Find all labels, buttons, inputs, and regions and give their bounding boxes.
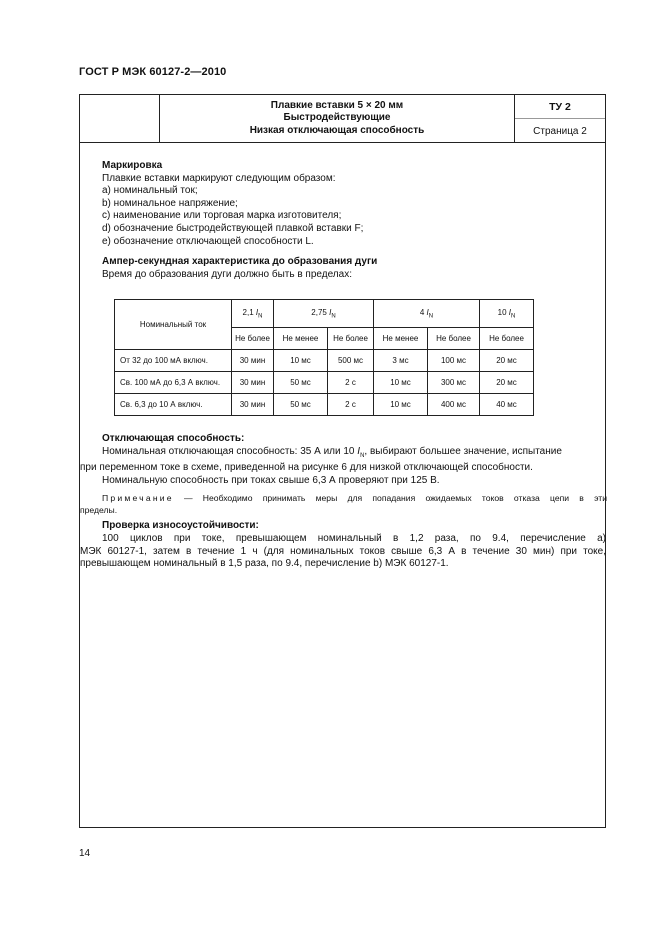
header-left-cell: [80, 95, 159, 142]
header-right-cell: [515, 95, 605, 142]
page-number: 14: [79, 848, 91, 859]
endurance-line: превышающем номинальный в 1,5 раза, по 9.4, перечисление b) МЭК 60127-1.: [80, 558, 449, 570]
spec-code: ТУ 2: [549, 101, 571, 113]
table-subheader: Не более: [428, 328, 480, 350]
breaking-line: Номинальную способность при токах свыше 6,3 А проверяют при 125 В.: [102, 474, 440, 486]
table-cell: 10 мс: [374, 372, 428, 394]
table-subheader: Не менее: [374, 328, 428, 350]
marking-item: b) номинальное напряжение;: [102, 197, 238, 209]
marking-item: a) номинальный ток;: [102, 185, 198, 197]
table-cell: 10 мс: [374, 394, 428, 416]
table-subheader: Не более: [328, 328, 374, 350]
marking-item: e) обозначение отключающей способности L.: [102, 235, 314, 247]
table-cell: 3 мс: [374, 350, 428, 372]
table-cell: От 32 до 100 мА включ.: [115, 350, 232, 372]
note-line: пределы.: [80, 504, 118, 515]
endurance-line: 100 циклов при токе, превышающем номинальный в 1,2 раза, по 9.4, перечисление а): [102, 532, 606, 544]
table-cell: 400 мс: [428, 394, 480, 416]
table-row: [115, 372, 534, 394]
table-cell: Св. 100 мА до 6,3 А включ.: [115, 372, 232, 394]
marking-heading: Маркировка: [102, 160, 163, 171]
arc-time-table: [114, 299, 534, 416]
ampsec-heading: Ампер-секундная характеристика до образования дуги: [102, 256, 378, 268]
marking-intro: Плавкие вставки маркируют следующим образом:: [102, 172, 336, 184]
table-cell: 10 мс: [274, 350, 328, 372]
table-subheader: Не менее: [274, 328, 328, 350]
table-cell: 2 с: [328, 372, 374, 394]
table-cell: 500 мс: [328, 350, 374, 372]
breaking-line: Номинальная отключающая способность: 35 А или 10 $I_N$, выбирают большее значение, испытание: [102, 445, 562, 459]
breaking-line: при переменном токе в схеме, приведенной на рисунке 6 для низкой отключающей способности.: [80, 462, 533, 474]
table-subheader: Не более: [480, 328, 534, 350]
table-group-header: 2,1 $I_N$: [232, 300, 274, 328]
header-line-2: Быстродействующие: [283, 112, 391, 124]
page-frame: [79, 94, 606, 828]
endurance-line: МЭК 60127-1, затем в течение 1 ч (для номинальных токов свыше 6,3 А в течение 30 мин) при токе,: [80, 545, 606, 557]
endurance-heading: Проверка износоустойчивости:: [102, 520, 259, 532]
table-cell: 20 мс: [480, 350, 534, 372]
table-cell: 40 мс: [480, 394, 534, 416]
content-body: [102, 160, 607, 281]
marking-item: c) наименование или торговая марка изготовителя;: [102, 210, 342, 222]
header-line-1: Плавкие вставки 5 × 20 мм: [270, 99, 404, 111]
table-row: [115, 350, 534, 372]
table-corner-header: Номинальный ток: [115, 300, 232, 350]
table-row: [115, 394, 534, 416]
table-cell: Св. 6,3 до 10 А включ.: [115, 394, 232, 416]
header-block: [80, 95, 605, 143]
marking-item: d) обозначение быстродействующей плавкой вставки F;: [102, 222, 364, 234]
spec-page: Страница 2: [533, 126, 587, 137]
table-cell: 20 мс: [480, 372, 534, 394]
table-subheader: Не более: [232, 328, 274, 350]
table-cell: 300 мс: [428, 372, 480, 394]
document-title: ГОСТ Р МЭК 60127-2—2010: [79, 66, 227, 78]
content-body-lower: [80, 433, 608, 571]
header-divider: [515, 118, 605, 119]
table-cell: 50 мс: [274, 372, 328, 394]
header-line-3: Низкая отключающая способность: [249, 124, 425, 136]
table-cell: 2 с: [328, 394, 374, 416]
table-cell: 30 мин: [232, 372, 274, 394]
note-line: Примечание — Необходимо принимать меры для попадания ожидаемых токов отказа цепи в эти: [102, 493, 608, 504]
table-group-header: 4 $I_N$: [374, 300, 480, 328]
ampsec-intro: Время до образования дуги должно быть в пределах:: [102, 268, 352, 280]
table-cell: 50 мс: [274, 394, 328, 416]
table-group-header: 10 $I_N$: [480, 300, 534, 328]
breaking-heading: Отключающая способность:: [102, 433, 245, 444]
header-title-cell: [159, 95, 515, 142]
table-cell: 100 мс: [428, 350, 480, 372]
table-group-header: 2,75 $I_N$: [274, 300, 374, 328]
table-cell: 30 мин: [232, 394, 274, 416]
table-cell: 30 мин: [232, 350, 274, 372]
